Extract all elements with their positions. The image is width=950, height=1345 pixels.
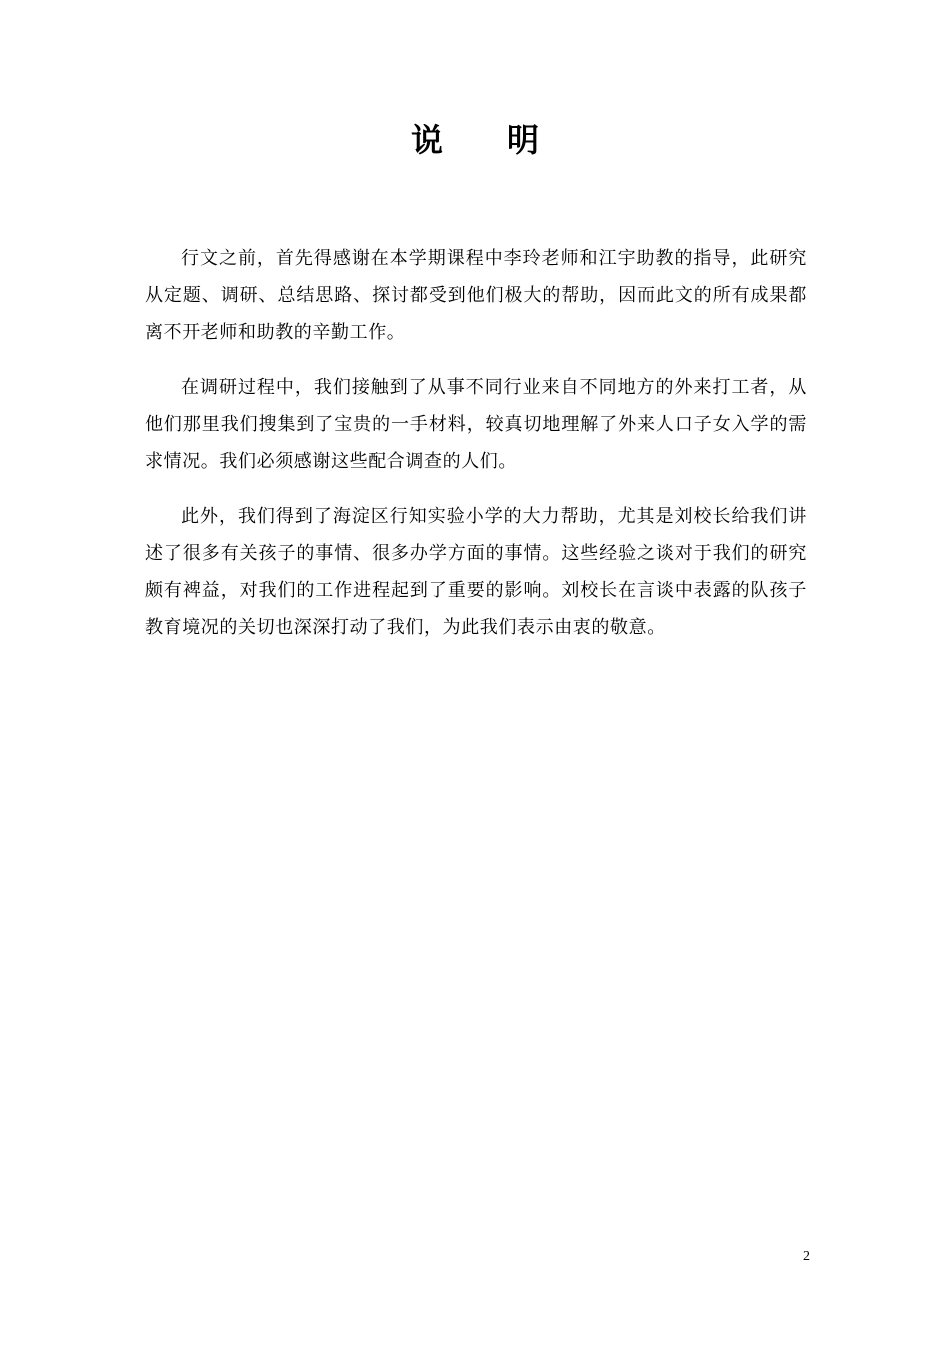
paragraph-1: 行文之前，首先得感谢在本学期课程中李玲老师和江宇助教的指导，此研究从定题、调研、总结思路、探讨都受到他们极大的帮助，因而此文的所有成果都离不开老师和助教的辛勤工作。 — [145, 248, 807, 343]
page-title: 说明 — [410, 121, 603, 159]
paragraph-2: 在调研过程中，我们接触到了从事不同行业来自不同地方的外来打工者，从他们那里我们搜集到了宝贵的一手材料，较真切地理解了外来人口子女入学的需求情况。我们必须感谢这些配合调查的人们。 — [145, 377, 807, 472]
body-text — [145, 240, 807, 664]
page-number: 2 — [803, 1249, 810, 1264]
paragraph-3: 此外，我们得到了海淀区行知实验小学的大力帮助，尤其是刘校长给我们讲述了很多有关孩子的事情、很多办学方面的事情。这些经验之谈对于我们的研究颇有裨益，对我们的工作进程起到了重要的影响。刘校长在言谈中表露的队孩子教育境况的关切也深深打动了我们，为此我们表示由衷的敬意。 — [145, 506, 807, 638]
